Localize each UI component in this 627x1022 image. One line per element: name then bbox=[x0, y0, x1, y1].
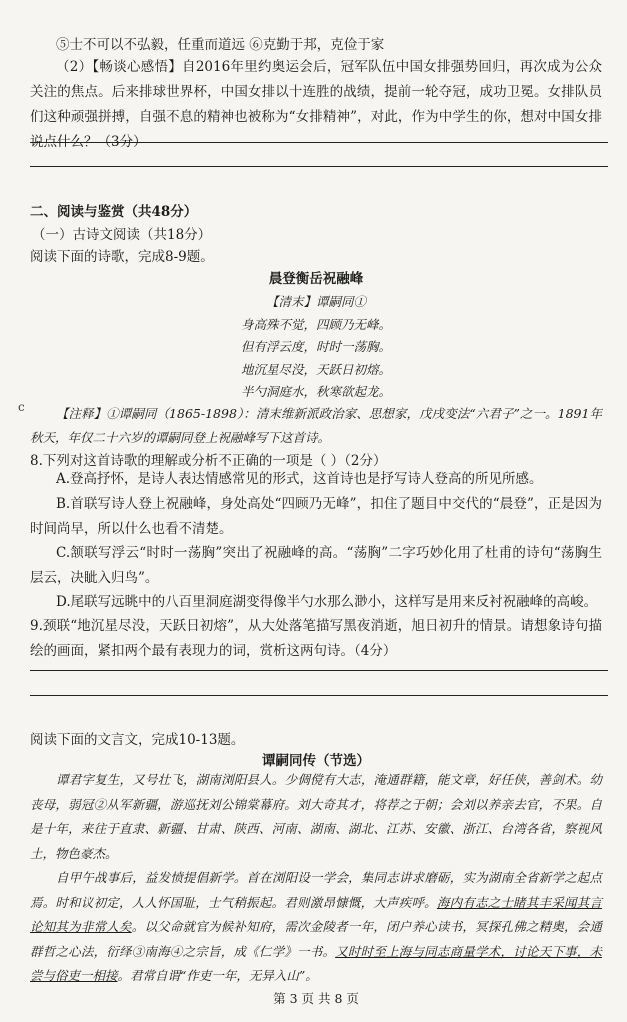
question-7-part-2: （2）【畅谈心感悟】自2016年里约奥运会后，冠军队伍中国女排强势回归，再次成为公众关注的焦点。后来排球世界杯，中国女排以十连胜的战绩，提前一轮夺冠，成功卫冕。女排队员们这种顽强拼搏，自强不息的精神也被称为“女排精神”，对此，作为中学生的你，想对中国女排说点什么？（3分） bbox=[30, 59, 602, 150]
question-8-stem: 8.下列对这首诗歌的理解或分析不正确的一项是（ ）（2分） bbox=[30, 453, 387, 469]
answer-line-1 bbox=[30, 142, 608, 143]
poem-title: 晨登衡岳祝融峰 bbox=[268, 271, 364, 287]
answer-line-4 bbox=[30, 695, 608, 696]
prose-paragraph-1: 谭君字复生，又号壮飞，湖南浏阳县人。少倜傥有大志，淹通群籍，能文章，好任侠，善剑术。幼丧母，弱冠②从军新疆，游巡抚刘公锦棠幕府。刘大奇其才，将荐之于朝；会刘以养亲去官，不果。自是十年，来往于直隶、新疆、甘肃、陕西、河南、湖南、湖北、江苏、安徽、浙江、台湾各省，察视风土，物色豪杰。 bbox=[30, 772, 602, 861]
poem-line-1: 身高殊不觉，四顾乃无峰。 bbox=[240, 317, 391, 332]
poem-author: 【清末】谭嗣同① bbox=[265, 294, 366, 309]
section-2-heading: 二、阅读与鉴赏（共48分） bbox=[30, 204, 198, 220]
question-8-option-a: A.登高抒怀，是诗人表达情感常见的形式，这首诗也是抒写诗人登高的所见所感。 bbox=[56, 471, 543, 487]
question-8-option-b: B.首联写诗人登上祝融峰，身处高处“四顾乃无峰”，扣住了题目中交代的“晨登”，正是因为时间尚早，所以什么也看不清楚。 bbox=[30, 496, 602, 537]
poem-line-2: 但有浮云度，时时一荡胸。 bbox=[240, 339, 391, 354]
poem-note: 【注释】①谭嗣同（1865-1898）：清末维新派政治家、思想家，戊戌变法“六君子”之一。1891年秋天，年仅二十六岁的谭嗣同登上祝融峰写下这首诗。 bbox=[30, 406, 602, 445]
prose-instructions: 阅读下面的文言文，完成10-13题。 bbox=[30, 732, 245, 748]
margin-mark: c bbox=[18, 400, 25, 414]
page-number: 第 3 页 共 8 页 bbox=[273, 991, 359, 1006]
answer-line-3 bbox=[30, 670, 608, 671]
poem-instructions: 阅读下面的诗歌，完成8-9题。 bbox=[30, 249, 214, 265]
answer-line-2 bbox=[30, 166, 608, 167]
question-9-stem: 9.颈联“地沉星尽没，天跃日初熔”，从大处落笔描写黑夜消逝，旭日初升的情景。请想象诗句描绘的画面，紧扣两个最有表现力的词，赏析这两句诗。（4分） bbox=[30, 618, 602, 659]
underlined-sentence-1: 海内有志之士睹其丰采闻其言论知其为非常人矣 bbox=[30, 894, 602, 934]
prose-title: 谭嗣同传（节选） bbox=[262, 753, 370, 769]
subsection-1-heading: （一）古诗文阅读（共18分） bbox=[32, 227, 212, 243]
idiom-options: ⑤士不可以不弘毅，任重而道远 ⑥克勤于邦，克俭于家 bbox=[56, 37, 385, 53]
poem-line-4: 半勺洞庭水，秋寒欲起龙。 bbox=[240, 384, 391, 399]
prose-paragraph-2-part-a: 自甲午战事后，益发愤提倡新学。首在浏阳设一学会，集同志讲求磨砺，实为湖南全省新学之起点焉。时和议初定，人人怀国耻，士气稍振起。君则激昂慷慨，大声疾呼。 bbox=[30, 870, 602, 910]
prose-paragraph-2-part-e: 。君常自谓“作吏一年，无异入山”。 bbox=[117, 968, 318, 983]
question-8-option-c: C.颔联写浮云“时时一荡胸”突出了祝融峰的高。“荡胸”二字巧妙化用了杜甫的诗句“荡胸生层云，决眦入归鸟”。 bbox=[30, 545, 602, 586]
underlined-sentence-2: 又时时至上海与同志商量学术，讨论天下事，未尝与俗吏一相接 bbox=[30, 943, 602, 983]
prose-paragraph-2-part-c: 。以父命就官为候补知府，需次金陵者一年，闭户养心读书，冥探孔佛之精奥，会通群哲之心法，衍绎③南海④之宗旨，成《仁学》一书。 bbox=[30, 919, 602, 959]
question-8-option-d: D.尾联写远眺中的八百里洞庭湖变得像半勺水那么渺小，这样写是用来反衬祝融峰的高峻。 bbox=[56, 594, 598, 610]
prose-paragraph-2 bbox=[30, 866, 602, 989]
poem-line-3: 地沉星尽没，天跃日初熔。 bbox=[240, 362, 391, 377]
